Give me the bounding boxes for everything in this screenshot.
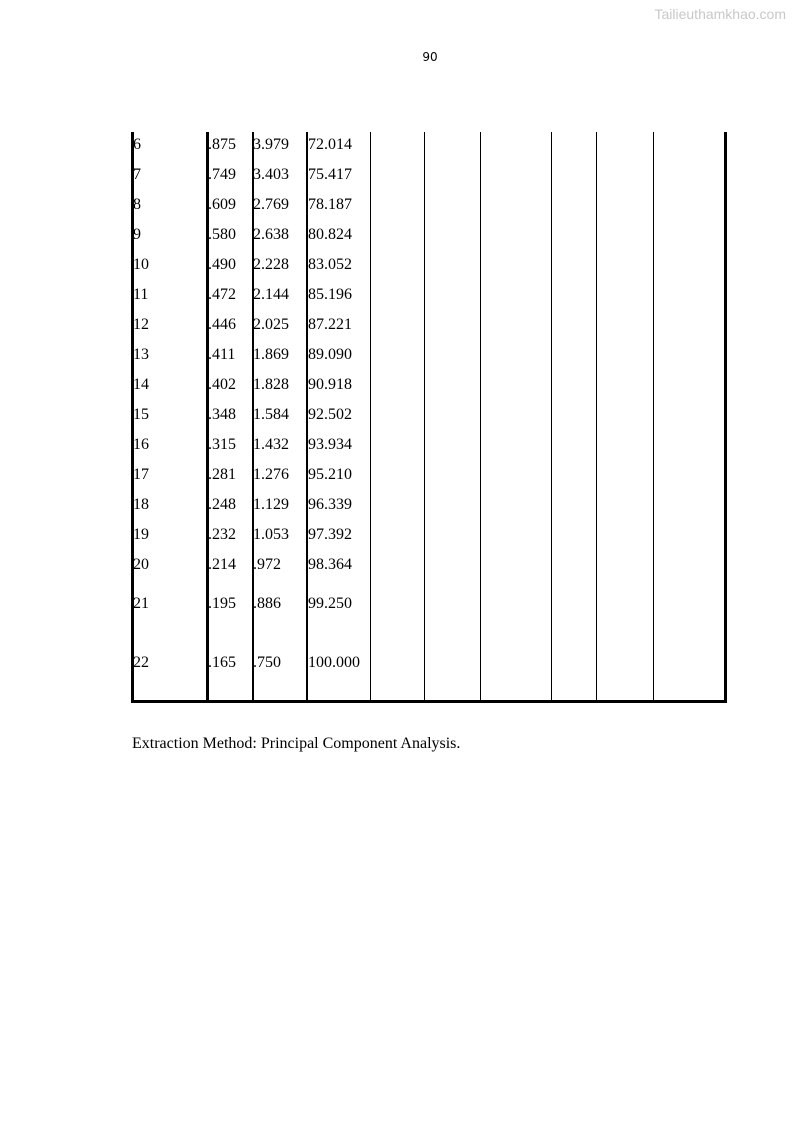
table-cell-pct-variance: 1.584 <box>253 406 289 423</box>
table-cell-component: 12 <box>133 316 149 333</box>
table-cell-component: 14 <box>133 376 149 393</box>
table-cell-pct-variance: 1.828 <box>253 376 289 393</box>
table-cell-cumulative: 83.052 <box>308 256 352 273</box>
table-cell-pct-variance: 1.869 <box>253 346 289 363</box>
column-border <box>596 132 597 700</box>
table-cell-pct-variance: 1.276 <box>253 466 289 483</box>
table-cell-pct-variance: 2.228 <box>253 256 289 273</box>
table-cell-cumulative: 75.417 <box>308 166 352 183</box>
watermark: Tailieuthamkhao.com <box>654 6 786 22</box>
table-cell-total: .875 <box>208 136 236 153</box>
table-cell-pct-variance: 1.129 <box>253 496 289 513</box>
column-border <box>653 132 654 700</box>
table-cell-component: 13 <box>133 346 149 363</box>
table-cell-pct-variance: 2.769 <box>253 196 289 213</box>
table-cell-cumulative: 96.339 <box>308 496 352 513</box>
column-border <box>551 132 552 700</box>
table-cell-pct-variance: 1.053 <box>253 526 289 543</box>
table-cell-component: 7 <box>133 166 141 183</box>
table-cell-component: 11 <box>133 286 149 303</box>
table-cell-component: 6 <box>133 136 141 153</box>
table-cell-total: .214 <box>208 556 236 573</box>
table-cell-pct-variance: 2.025 <box>253 316 289 333</box>
table-cell-pct-variance: 1.432 <box>253 436 289 453</box>
table-cell-cumulative: 80.824 <box>308 226 352 243</box>
column-border <box>480 132 481 700</box>
table-cell-component: 19 <box>133 526 149 543</box>
table-cell-cumulative: 87.221 <box>308 316 352 333</box>
table-cell-cumulative: 97.392 <box>308 526 352 543</box>
table-cell-cumulative: 93.934 <box>308 436 352 453</box>
table-cell-cumulative: 98.364 <box>308 556 352 573</box>
table-cell-pct-variance: 3.403 <box>253 166 289 183</box>
table-cell-component: 21 <box>133 595 149 612</box>
table-cell-component: 15 <box>133 406 149 423</box>
table-cell-pct-variance: .972 <box>253 556 281 573</box>
table-cell-total: .348 <box>208 406 236 423</box>
table-cell-cumulative: 72.014 <box>308 136 352 153</box>
table-cell-total: .580 <box>208 226 236 243</box>
table-cell-total: .402 <box>208 376 236 393</box>
table-cell-component: 17 <box>133 466 149 483</box>
table-cell-total: .411 <box>208 346 236 363</box>
table-cell-cumulative: 90.918 <box>308 376 352 393</box>
column-border <box>370 132 371 700</box>
table-cell-pct-variance: 3.979 <box>253 136 289 153</box>
table-cell-total: .195 <box>208 595 236 612</box>
table-cell-component: 9 <box>133 226 141 243</box>
table-cell-total: .472 <box>208 286 236 303</box>
extraction-method-note: Extraction Method: Principal Component Analysis. <box>132 735 461 752</box>
table-cell-cumulative: 78.187 <box>308 196 352 213</box>
table-cell-total: .232 <box>208 526 236 543</box>
table-cell-component: 18 <box>133 496 149 513</box>
table-cell-total: .165 <box>208 654 236 671</box>
table-cell-total: .609 <box>208 196 236 213</box>
page-number: 90 <box>422 50 438 64</box>
table-cell-cumulative: 95.210 <box>308 466 352 483</box>
table-cell-component: 20 <box>133 556 149 573</box>
table-cell-pct-variance: 2.638 <box>253 226 289 243</box>
table-cell-total: .446 <box>208 316 236 333</box>
table-cell-total: .490 <box>208 256 236 273</box>
table-cell-cumulative: 99.250 <box>308 595 352 612</box>
table-cell-component: 16 <box>133 436 149 453</box>
table-cell-cumulative: 89.090 <box>308 346 352 363</box>
table-cell-pct-variance: .750 <box>253 654 281 671</box>
table-cell-cumulative: 100.000 <box>308 654 360 671</box>
table-cell-component: 8 <box>133 196 141 213</box>
table-cell-total: .315 <box>208 436 236 453</box>
table-cell-total: .248 <box>208 496 236 513</box>
table-cell-pct-variance: 2.144 <box>253 286 289 303</box>
table-cell-cumulative: 85.196 <box>308 286 352 303</box>
column-border <box>424 132 425 700</box>
table-cell-total: .281 <box>208 466 236 483</box>
column-border <box>724 132 727 700</box>
table-cell-total: .749 <box>208 166 236 183</box>
table-cell-component: 10 <box>133 256 149 273</box>
table-cell-cumulative: 92.502 <box>308 406 352 423</box>
table-cell-component: 22 <box>133 654 149 671</box>
table-bottom-border <box>131 700 727 703</box>
table-cell-pct-variance: .886 <box>253 595 281 612</box>
